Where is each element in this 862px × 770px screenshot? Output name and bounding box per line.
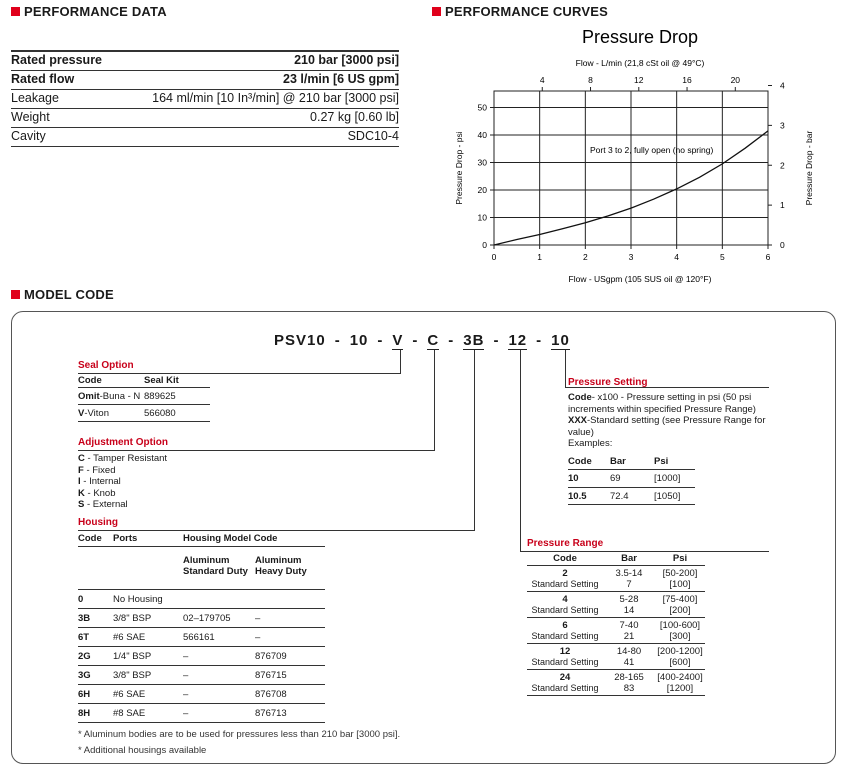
range-standard-bar: 7	[626, 579, 632, 590]
range-standard-row	[527, 605, 705, 618]
perf-value: SDC10-4	[347, 129, 399, 143]
housing-std: –	[183, 708, 189, 719]
housing-col-ports: Ports	[113, 533, 138, 544]
seal-option-table	[78, 375, 210, 422]
seal-code-key: V	[78, 408, 85, 419]
range-standard-bar: 41	[623, 657, 635, 668]
housing-code: 6T	[78, 632, 90, 643]
range-bar: 3.5-14	[615, 568, 643, 579]
range-standard-label: Standard Setting	[531, 657, 599, 667]
housing-ports: No Housing	[113, 594, 163, 605]
adjust-code: C	[78, 453, 85, 464]
range-psi: [100-600]	[659, 620, 701, 631]
y-right-axis-label: Pressure Drop - bar	[804, 130, 814, 206]
housing-row	[78, 590, 325, 609]
x-tick-label: 3	[628, 252, 634, 262]
range-code: 4	[562, 594, 568, 605]
seal-col-kit: Seal Kit	[144, 375, 179, 386]
range-psi: [75-400]	[662, 594, 698, 605]
seal-col-code: Code	[78, 375, 102, 386]
housing-ports: #6 SAE	[113, 632, 146, 643]
top-tick-label: 20	[730, 75, 741, 85]
range-standard-label: Standard Setting	[531, 683, 599, 693]
adjust-desc: - Knob	[84, 487, 116, 499]
seal-code	[78, 391, 144, 402]
range-connector-line	[520, 551, 769, 552]
adjust-item	[78, 453, 167, 465]
setting-xxx-key: XXX	[568, 415, 588, 426]
setting-examples-table	[568, 456, 695, 506]
seal-connector-line	[400, 350, 401, 374]
range-row	[527, 618, 705, 631]
housing-std: 02–179705	[183, 613, 231, 624]
setting-col-bar: Bar	[610, 455, 626, 467]
housing-heavy: –	[255, 632, 261, 643]
y-tick-label: 50	[477, 102, 487, 113]
setting-examples-label: Examples:	[568, 438, 613, 449]
range-header	[527, 553, 705, 566]
setting-example-psi: [1050]	[654, 490, 681, 502]
performance-data-table	[11, 50, 399, 147]
pressure-range-table	[527, 553, 705, 696]
perf-row	[11, 90, 399, 109]
y-tick-label: 20	[477, 185, 487, 195]
range-bar: 7-40	[619, 620, 639, 631]
pressure-drop-chart	[430, 22, 830, 287]
pressure-setting-title: Pressure Setting	[568, 377, 648, 388]
seal-row	[78, 405, 210, 422]
perf-label: Leakage	[11, 91, 59, 105]
x-tick-label: 4	[674, 252, 680, 262]
range-standard-psi: [600]	[669, 657, 691, 668]
range-code: 12	[559, 646, 571, 657]
range-col-code: Code	[553, 553, 577, 564]
adjust-connector-line	[434, 350, 435, 451]
housing-connector-line	[474, 350, 475, 531]
seal-kit: 566080	[144, 408, 176, 419]
housing-ports: 1/4" BSP	[113, 651, 152, 662]
range-row	[527, 592, 705, 605]
range-row	[527, 566, 705, 579]
housing-heavy: 876709	[255, 651, 287, 662]
range-psi: [50-200]	[662, 568, 698, 579]
top-tick-label: 8	[588, 75, 593, 85]
model-code-part: 12	[508, 332, 528, 349]
range-standard-psi: [1200]	[666, 683, 694, 694]
red-square-icon	[432, 7, 441, 16]
setting-example-bar: 69	[610, 473, 621, 484]
adjust-code: K	[78, 487, 85, 499]
setting-line-2	[568, 415, 768, 438]
setting-example-code: 10	[568, 473, 579, 484]
range-standard-psi: [300]	[669, 631, 691, 642]
pressure-setting-text	[568, 392, 768, 505]
y-right-tick-label: 3	[780, 120, 785, 131]
housing-title: Housing	[78, 517, 118, 528]
model-code-part: C	[427, 332, 440, 349]
adjust-item	[78, 488, 167, 500]
housing-connector-line	[78, 530, 475, 531]
setting-connector-line	[565, 350, 566, 388]
top-tick-label: 16	[682, 75, 692, 85]
range-code: 6	[562, 620, 568, 631]
model-code-part: -	[377, 332, 384, 349]
top-tick-label: 4	[539, 75, 545, 85]
perf-value: 23 l/min [6 US gpm]	[283, 72, 399, 86]
range-standard-bar: 83	[623, 683, 635, 694]
range-code: 24	[559, 672, 571, 683]
setting-example-code: 10.5	[568, 490, 587, 502]
range-connector-line	[520, 350, 521, 552]
setting-example-bar: 72.4	[610, 490, 629, 502]
range-standard-bar: 14	[623, 605, 635, 616]
perf-row	[11, 128, 399, 147]
housing-note-1: * Aluminum bodies are to be used for pressures less than 210 bar [3000 psi].	[78, 729, 401, 740]
y-right-tick-label: 1	[780, 200, 785, 211]
perf-row	[11, 50, 399, 71]
housing-std	[183, 594, 255, 605]
adjust-item	[78, 465, 167, 477]
y-axis-label: Pressure Drop - psi	[454, 131, 464, 205]
range-standard-row	[527, 657, 705, 670]
adjust-code: F	[78, 464, 84, 476]
y-right-tick-label: 4	[780, 80, 785, 91]
seal-code-desc: -Buna - N	[99, 391, 141, 402]
setting-code-key: Code	[568, 392, 592, 403]
x-tick-label: 6	[765, 252, 771, 262]
model-code-part: 10	[349, 332, 369, 349]
range-standard-label: Standard Setting	[531, 605, 599, 615]
range-standard-psi: [100]	[669, 579, 691, 590]
housing-code: 8H	[78, 708, 91, 719]
seal-connector-line	[78, 373, 401, 374]
housing-row	[78, 647, 325, 666]
range-standard-bar: 21	[623, 631, 635, 642]
housing-row	[78, 628, 325, 647]
range-standard-row	[527, 683, 705, 696]
perf-label: Rated pressure	[11, 53, 103, 67]
red-square-icon	[11, 290, 20, 299]
setting-example-row	[568, 470, 695, 488]
housing-heavy: 876715	[255, 670, 287, 681]
adjust-desc: - External	[84, 499, 128, 510]
housing-col-heavy: Aluminum Heavy Duty	[255, 555, 307, 577]
setting-line-2-text: -Standard setting (see Pressure Range for value)	[568, 415, 766, 438]
housing-heavy: –	[255, 613, 261, 624]
housing-code: 6H	[78, 689, 91, 700]
housing-std: –	[183, 689, 189, 700]
adjust-code: I	[78, 476, 81, 487]
range-standard-row	[527, 631, 705, 644]
housing-ports: 3/8" BSP	[113, 670, 152, 681]
setting-col-psi: Psi	[654, 455, 669, 467]
range-standard-row	[527, 579, 705, 592]
range-code: 2	[562, 568, 568, 579]
setting-line-1	[568, 392, 768, 415]
x-tick-label: 2	[582, 252, 588, 262]
housing-row	[78, 609, 325, 628]
adjust-code: S	[78, 499, 85, 510]
x-tick-label: 5	[719, 252, 725, 262]
model-code-part: -	[334, 332, 341, 349]
chart-title: Pressure Drop	[581, 27, 699, 47]
x-axis-label: Flow - USgpm (105 SUS oil @ 120°F)	[568, 274, 712, 284]
seal-row	[78, 388, 210, 405]
setting-col-code: Code	[568, 455, 592, 467]
x-tick-label: 0	[491, 252, 497, 262]
housing-table	[78, 533, 325, 723]
seal-option-title: Seal Option	[78, 360, 134, 371]
seal-kit: 889625	[144, 391, 176, 402]
perf-label: Weight	[11, 110, 50, 124]
housing-sub-spacer	[78, 555, 183, 577]
model-code-part: -	[412, 332, 419, 349]
y-right-tick-label: 0	[780, 240, 785, 250]
red-square-icon	[11, 7, 20, 16]
performance-data-heading: PERFORMANCE DATA	[11, 4, 167, 19]
model-code-part: 3B	[463, 332, 485, 349]
perf-row	[11, 71, 399, 90]
x-tick-label: 1	[537, 252, 543, 262]
housing-col-code: Code	[78, 533, 102, 544]
model-code-string	[274, 332, 570, 350]
housing-code: 3B	[78, 613, 91, 624]
seal-code	[78, 408, 144, 419]
y-tick-label: 0	[482, 240, 487, 250]
model-code-part: V	[392, 332, 404, 349]
housing-code: 0	[78, 594, 84, 605]
housing-ports: 3/8" BSP	[113, 613, 152, 624]
range-standard-psi: [200]	[669, 605, 691, 616]
model-code-part: -	[493, 332, 500, 349]
setting-example-row	[568, 488, 695, 506]
pressure-range-title: Pressure Range	[527, 538, 604, 549]
adjust-connector-line	[78, 450, 435, 451]
model-code-part: -	[448, 332, 455, 349]
range-row	[527, 670, 705, 683]
range-standard-label: Standard Setting	[531, 631, 599, 641]
perf-label: Rated flow	[11, 72, 75, 86]
adjust-item	[78, 499, 167, 511]
range-bar: 5-28	[619, 594, 639, 605]
performance-curves-heading: PERFORMANCE CURVES	[432, 4, 608, 19]
adjust-desc: - Tamper Resistant	[84, 453, 168, 464]
y-tick-label: 30	[477, 157, 487, 168]
range-row	[527, 644, 705, 657]
adjustment-option-list	[78, 453, 167, 511]
housing-heavy: 876713	[255, 708, 287, 719]
model-code-part: 10	[551, 332, 570, 349]
adjustment-option-title: Adjustment Option	[78, 437, 168, 448]
housing-subheader	[78, 547, 325, 590]
setting-line-1-text: - x100 - Pressure setting in psi (50 psi increments within specified Pressure Range)	[568, 392, 756, 415]
setting-examples-header	[568, 456, 695, 471]
top-tick-label: 12	[634, 75, 644, 85]
housing-ports: #8 SAE	[113, 708, 146, 719]
adjust-item	[78, 476, 167, 488]
model-code-part: PSV10	[274, 332, 326, 349]
housing-code: 2G	[78, 651, 91, 662]
model-code-part: -	[536, 332, 543, 349]
perf-value: 0.27 kg [0.60 lb]	[310, 110, 399, 124]
perf-value: 210 bar [3000 psi]	[294, 53, 399, 67]
chart-annotation: Port 3 to 2, fully open (no spring)	[590, 145, 714, 155]
range-psi: [400-2400]	[657, 672, 703, 683]
housing-heavy: 876708	[255, 689, 287, 700]
setting-example-psi: [1000]	[654, 473, 681, 484]
y-tick-label: 10	[477, 212, 487, 223]
perf-label: Cavity	[11, 129, 46, 143]
housing-std: 566161	[183, 632, 215, 643]
housing-row	[78, 704, 325, 723]
adjust-desc: - Fixed	[83, 464, 116, 476]
housing-col-std: Aluminum Standard Duty	[183, 555, 248, 577]
perf-row	[11, 109, 399, 128]
y-right-tick-label: 2	[780, 160, 785, 171]
range-standard-label: Standard Setting	[531, 579, 599, 589]
housing-std: –	[183, 651, 189, 662]
seal-code-key: Omit	[78, 391, 100, 402]
y-tick-label: 40	[477, 130, 487, 140]
housing-ports: #6 SAE	[113, 689, 146, 700]
range-bar: 14-80	[616, 646, 642, 657]
housing-row	[78, 685, 325, 704]
range-col-bar: Bar	[621, 553, 637, 564]
perf-value: 164 ml/min [10 In³/min] @ 210 bar [3000 psi]	[152, 91, 399, 105]
housing-code: 3G	[78, 670, 91, 681]
model-code-heading: MODEL CODE	[11, 287, 114, 302]
range-psi: [200-1200]	[657, 646, 703, 657]
housing-row	[78, 666, 325, 685]
housing-std: –	[183, 670, 189, 681]
top-axis-label: Flow - L/min (21,8 cSt oil @ 49°C)	[575, 58, 705, 68]
seal-header	[78, 375, 210, 388]
adjust-desc: - Internal	[80, 476, 121, 487]
housing-note-2: * Additional housings available	[78, 745, 207, 756]
seal-code-desc: -Viton	[84, 408, 109, 419]
housing-header	[78, 533, 325, 547]
range-col-psi: Psi	[672, 553, 688, 564]
range-bar: 28-165	[614, 672, 644, 683]
housing-col-model: Housing Model Code	[183, 533, 278, 544]
